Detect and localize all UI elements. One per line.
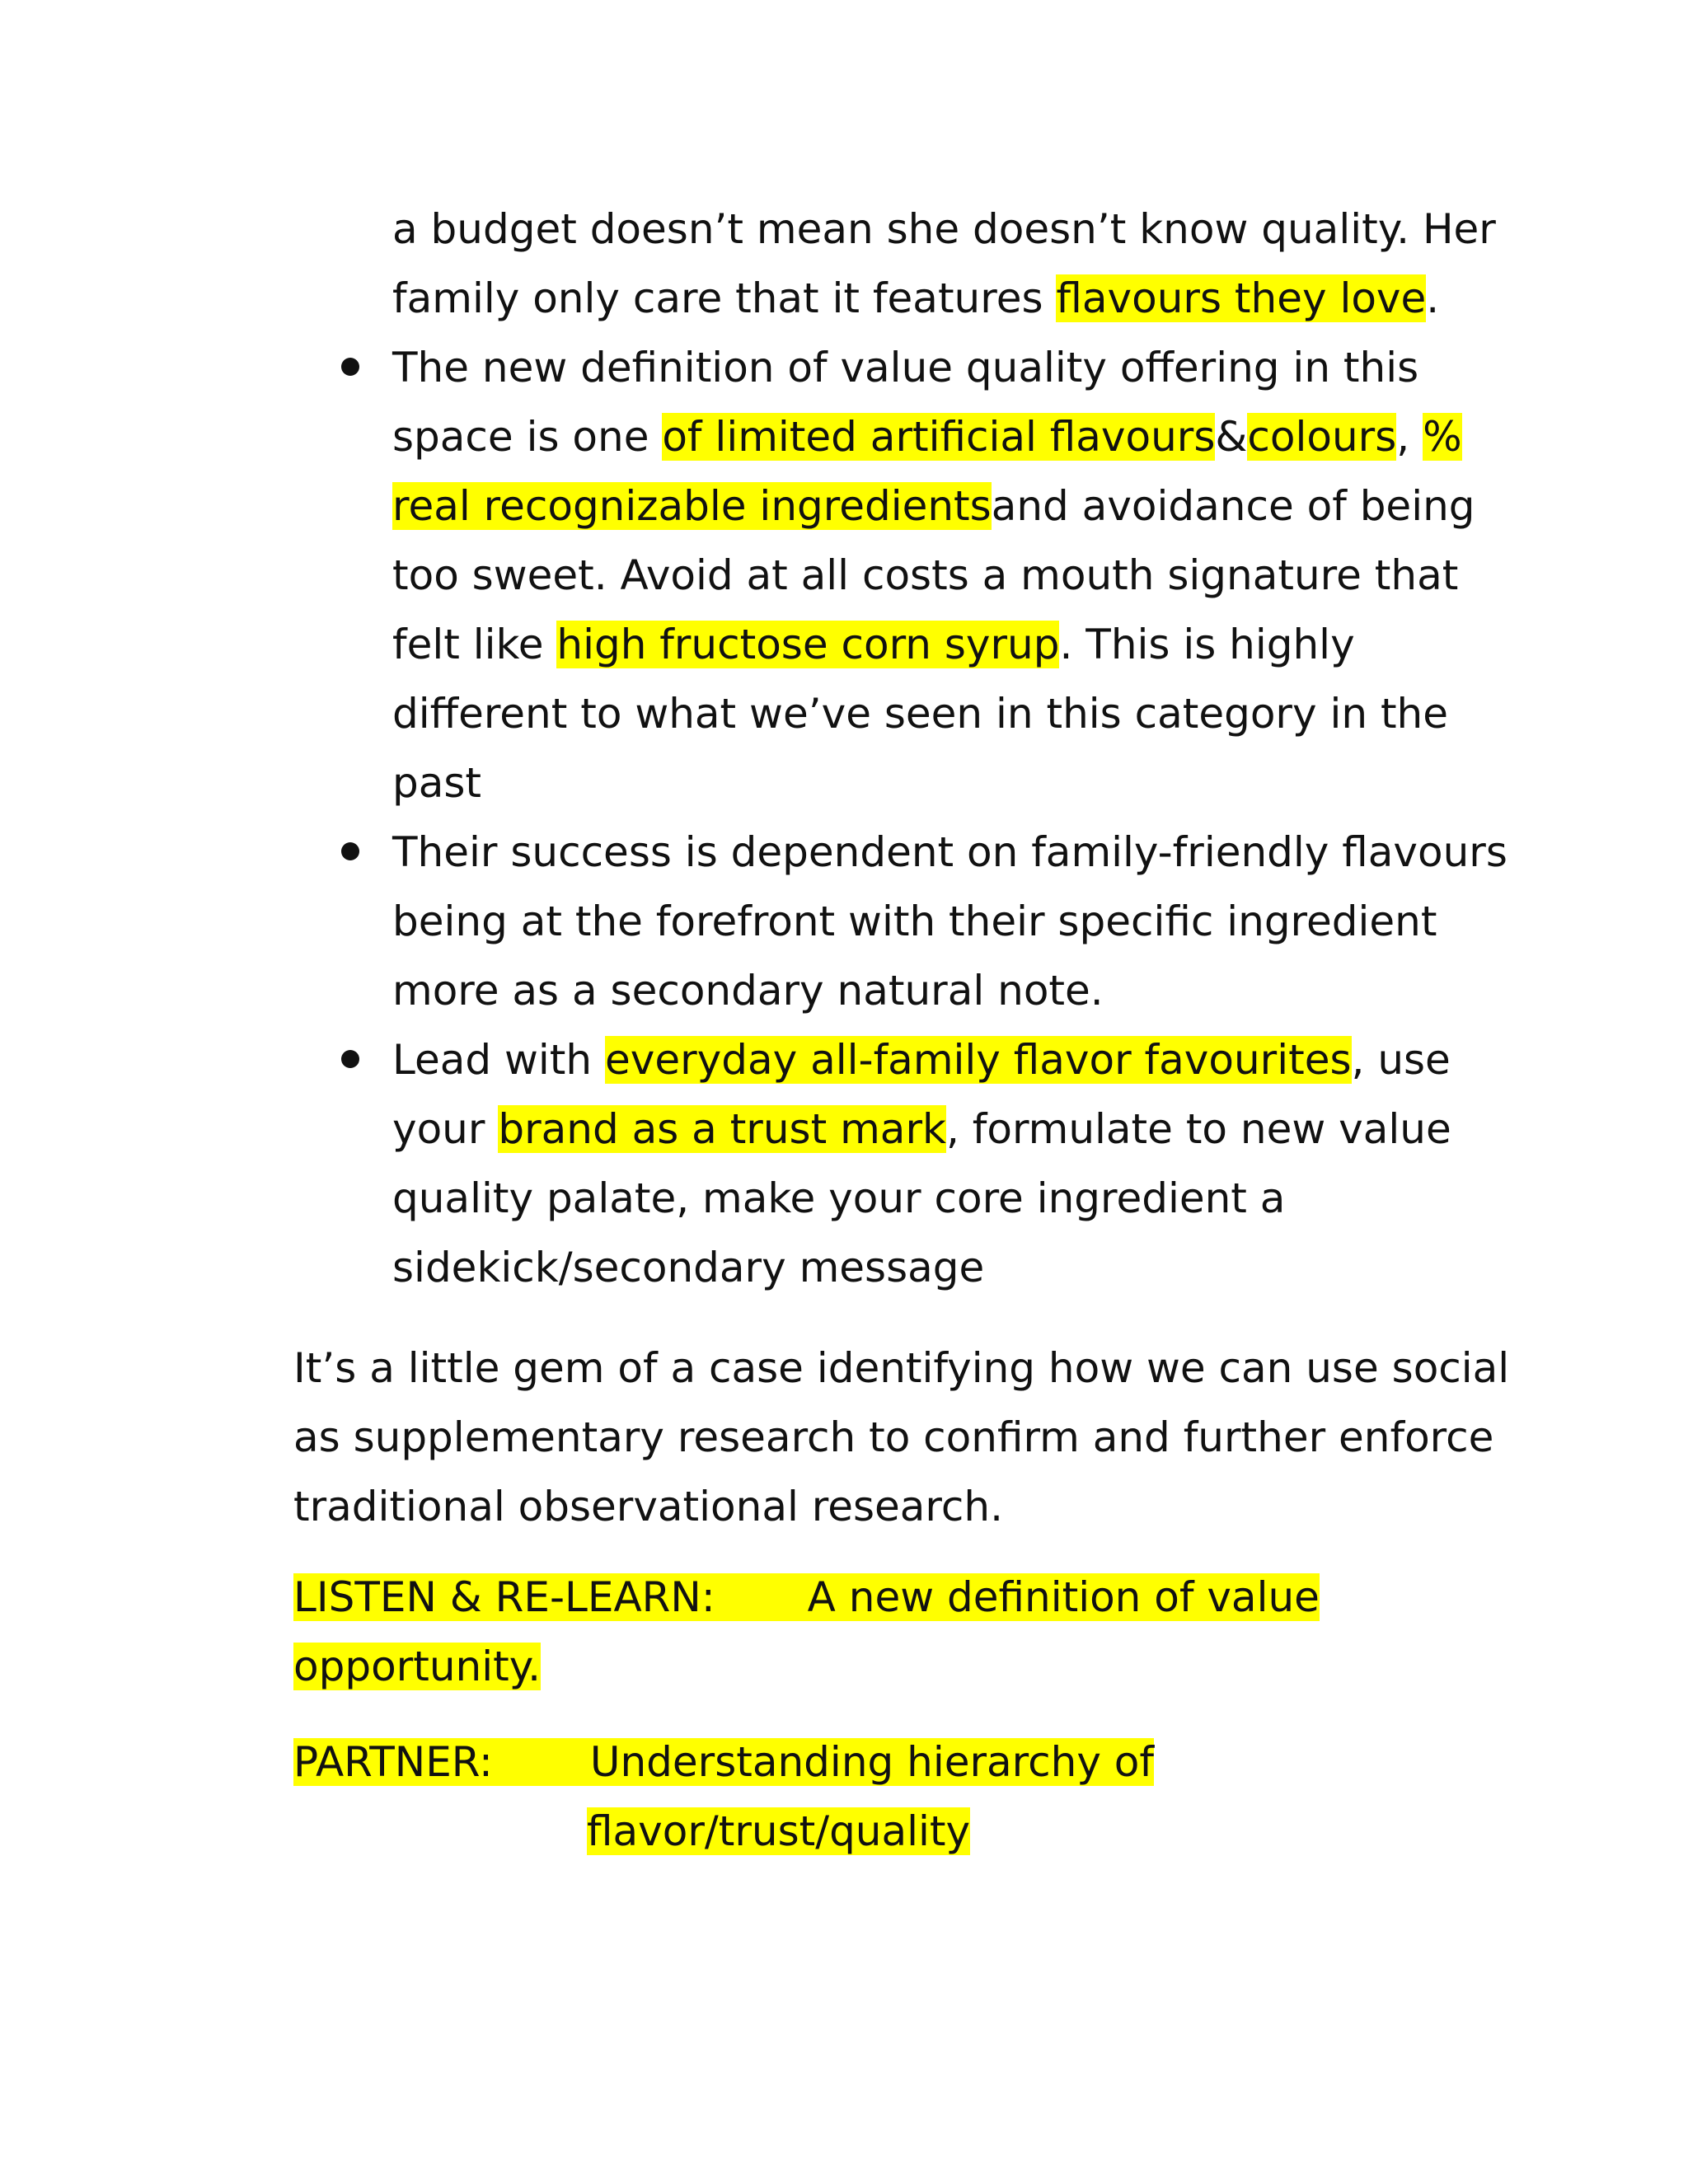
listen-line-1: [293, 1563, 1530, 1632]
bullet-dot-icon: [341, 358, 359, 376]
bullet-list: [392, 194, 1530, 1302]
highlighted-text: everyday all-family flavor favourites: [604, 1036, 1352, 1084]
text-run: &: [1215, 413, 1248, 461]
partner-text-cont: flavor/trust/quality: [587, 1807, 971, 1855]
text-run: .: [1426, 274, 1440, 322]
bullet-item: [392, 194, 1530, 333]
text-run: Lead with: [392, 1036, 605, 1084]
text-run: different to what we’ve seen in this category in the: [392, 690, 1449, 738]
bullet-line: [392, 402, 1530, 471]
paragraph-line: as supplementary research to confirm and further enforce: [293, 1413, 1494, 1461]
bullet-item: [392, 818, 1530, 1025]
text-run: more as a secondary natural note.: [392, 967, 1104, 1015]
bullet-line: [392, 748, 1530, 818]
bullet-line: [392, 1164, 1530, 1233]
text-run: and avoidance of being: [991, 482, 1475, 530]
highlighted-text: %: [1423, 413, 1462, 461]
listen-text: A new definition of value: [807, 1573, 1320, 1621]
text-run: The new definition of value quality offering in this: [392, 344, 1419, 391]
bullet-dot-icon: [341, 842, 359, 860]
paragraph-line: traditional observational research.: [293, 1483, 1003, 1530]
text-run: past: [392, 759, 482, 807]
text-run: being at the forefront with their specific ingredient: [392, 898, 1437, 945]
bullet-dot-icon: [341, 1050, 359, 1068]
bullet-line: [392, 610, 1530, 679]
bullet-item: [392, 333, 1530, 818]
partner-label: PARTNER:: [293, 1738, 493, 1786]
text-run: a budget doesn’t mean she doesn’t know quality. Her: [392, 205, 1496, 253]
highlighted-text: colours: [1247, 413, 1397, 461]
text-run: family only care that it features: [392, 274, 1057, 322]
bullet-item: [392, 1025, 1530, 1302]
listen-line-2: [293, 1632, 1530, 1701]
highlighted-text: real recognizable ingredients: [392, 482, 992, 530]
text-run: quality palate, make your core ingredient a: [392, 1174, 1286, 1222]
paragraph-line: It’s a little gem of a case identifying how we can use social: [293, 1344, 1510, 1392]
partner-block: [293, 1727, 1530, 1866]
bullet-line: [392, 194, 1530, 264]
text-run: Their success is dependent on family-friendly flavours: [392, 828, 1507, 876]
text-run: sidekick/secondary message: [392, 1244, 985, 1291]
listen-relearn-block: [293, 1563, 1530, 1701]
bullet-line: [392, 1025, 1530, 1094]
bullet-line: [392, 679, 1530, 748]
text-run: your: [392, 1105, 499, 1153]
text-run: space is one: [392, 413, 663, 461]
text-run: . This is highly: [1059, 621, 1355, 668]
bullet-line: [392, 333, 1530, 402]
text-run: , formulate to new value: [945, 1105, 1451, 1153]
listen-text-cont: opportunity.: [293, 1643, 542, 1690]
bullet-line: [392, 1233, 1530, 1302]
text-run: ,: [1396, 413, 1423, 461]
partner-line-1: [293, 1727, 1530, 1797]
bullet-line: [392, 264, 1530, 333]
partner-line-2: [293, 1797, 1530, 1866]
highlighted-text: of limited artificial flavours: [662, 413, 1216, 461]
bullet-line: [392, 541, 1530, 610]
bullet-line: [392, 887, 1530, 956]
bullet-line: [392, 956, 1530, 1025]
highlighted-text: high fructose corn syrup: [556, 621, 1060, 668]
partner-text: Understanding hierarchy of: [589, 1738, 1154, 1786]
bullet-line: [392, 1094, 1530, 1164]
listen-label: LISTEN & RE-LEARN:: [293, 1573, 715, 1621]
highlighted-text: brand as a trust mark: [498, 1105, 946, 1153]
bullet-line: [392, 818, 1530, 887]
text-run: , use: [1351, 1036, 1451, 1084]
bullet-line: [392, 471, 1530, 541]
highlighted-text: flavours they love: [1056, 274, 1427, 322]
summary-paragraph: [293, 1333, 1530, 1541]
text-run: felt like: [392, 621, 557, 668]
text-run: too sweet. Avoid at all costs a mouth signature that: [392, 551, 1459, 599]
